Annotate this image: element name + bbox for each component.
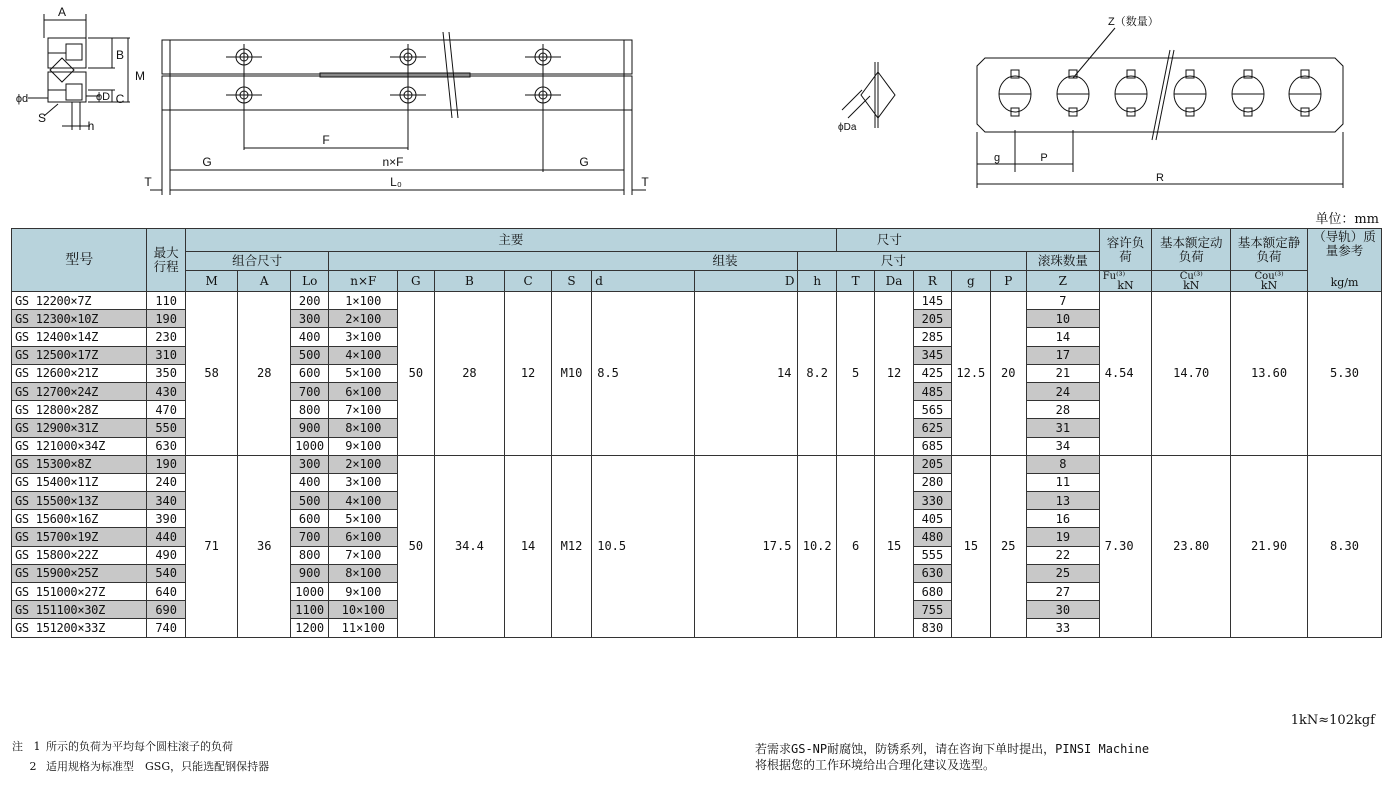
technical-drawings [0,0,1393,205]
cell-nF: 3×100 [329,473,398,491]
header-dim2: 尺寸 [798,251,1026,271]
cell-C: 14 [505,455,552,637]
cell-model: GS 12400×14Z [12,328,147,346]
cell-Z: 10 [1026,310,1099,328]
col-Z: Z [1026,271,1099,292]
cell-R: 755 [913,601,951,619]
cell-R: 565 [913,401,951,419]
cell-Lo: 700 [291,528,329,546]
cell-C: 12 [505,292,552,456]
col-P: P [990,271,1026,292]
col-d: d [592,271,695,292]
cell-model: GS 12900×31Z [12,419,147,437]
cell-nF: 8×100 [329,419,398,437]
header-cu-top: 基本额定动负荷 [1152,229,1231,271]
cell-Z: 14 [1026,328,1099,346]
cell-Lo: 1000 [291,437,329,455]
label-phi-D: ϕD [95,91,111,103]
cell-Lo: 900 [291,419,329,437]
cell-Z: 22 [1026,546,1099,564]
col-Da: Da [875,271,913,292]
cell-Lo: 1000 [291,583,329,601]
cell-Z: 21 [1026,364,1099,382]
cell-nF: 9×100 [329,437,398,455]
cell-R: 685 [913,437,951,455]
label-Z-count: Z（数量） [1108,16,1159,28]
cell-R: 345 [913,346,951,364]
cell-Z: 17 [1026,346,1099,364]
cell-Z: 19 [1026,528,1099,546]
header-model: 型号 [12,229,147,292]
cell-R: 425 [913,364,951,382]
cell-S: M10 [551,292,591,456]
cell-model: GS 12800×28Z [12,401,147,419]
label-S: S [37,111,47,125]
cell-stroke: 630 [147,437,185,455]
label-P: P [1040,152,1048,164]
cell-model: GS 15400×11Z [12,473,147,491]
cell-stroke: 230 [147,328,185,346]
cell-model: GS 151100×30Z [12,601,147,619]
cell-B: 34.4 [434,455,505,637]
col-Lo: Lo [291,271,329,292]
cell-nF: 10×100 [329,601,398,619]
cell-Lo: 700 [291,382,329,400]
cell-R: 405 [913,510,951,528]
label-M: M [135,69,145,83]
cell-nF: 6×100 [329,382,398,400]
col-D: D [695,271,798,292]
cell-G: 50 [398,292,434,456]
cell-model: GS 12600×21Z [12,364,147,382]
header-combo: 组合尺寸 [185,251,329,271]
cell-nF: 2×100 [329,455,398,473]
label-B: B [115,48,125,62]
note-label: 注 [12,740,23,753]
col-S: S [551,271,591,292]
label-G-right: G [579,155,589,169]
cell-R: 285 [913,328,951,346]
header-balls: 滚珠数量 [1026,251,1099,271]
cell-R: 485 [913,382,951,400]
footnote-2-number: 2 [29,760,37,773]
cell-Da: 12 [875,292,913,456]
col-G: G [398,271,434,292]
header-mass-top: （导轨）质量参考 kg/m [1307,229,1381,292]
cell-Cou: 13.60 [1231,292,1308,456]
cell-stroke: 640 [147,583,185,601]
cell-R: 280 [913,473,951,491]
cell-R: 680 [913,583,951,601]
cell-stroke: 310 [147,346,185,364]
cell-Z: 30 [1026,601,1099,619]
cell-stroke: 390 [147,510,185,528]
cell-Z: 28 [1026,401,1099,419]
cell-stroke: 350 [147,364,185,382]
label-C: C [115,92,125,106]
cell-T: 6 [836,455,874,637]
cell-model: GS 15800×22Z [12,546,147,564]
col-h: h [798,271,836,292]
col-cu: Cu⁽³⁾ kN [1152,271,1231,292]
spec-table [11,228,1382,638]
label-G-left: G [202,155,212,169]
cell-Z: 31 [1026,419,1099,437]
footnote-2 [12,757,269,777]
cell-stroke: 440 [147,528,185,546]
cell-R: 625 [913,419,951,437]
header-cou-top: 基本额定静负荷 [1231,229,1308,271]
footnote-1 [12,737,269,757]
cell-stroke: 550 [147,419,185,437]
label-h: h [87,119,95,133]
custom-series-note-line1: 若需求GS-NP耐腐蚀，防锈系列，请在咨询下单时提出，PINSI Machine [755,742,1150,756]
cell-stroke: 190 [147,310,185,328]
cell-model: GS 12300×10Z [12,310,147,328]
label-g: g [993,152,1001,164]
cell-D: 14 [695,292,798,456]
footnotes [12,737,269,777]
label-F: F [322,133,330,147]
cell-R: 205 [913,310,951,328]
cell-Lo: 300 [291,310,329,328]
cell-Lo: 400 [291,473,329,491]
cell-Lo: 900 [291,564,329,582]
col-C: C [505,271,552,292]
cell-Lo: 800 [291,546,329,564]
cell-model: GS 12200×7Z [12,292,147,310]
cell-Lo: 200 [291,292,329,310]
cell-Z: 27 [1026,583,1099,601]
col-M: M [185,271,238,292]
col-fu-label: Fu⁽³⁾ [1102,271,1126,283]
cell-Cou: 21.90 [1231,455,1308,637]
cell-R: 145 [913,292,951,310]
cell-model: GS 15900×25Z [12,564,147,582]
label-phi-d: ϕd [15,93,29,105]
cell-stroke: 740 [147,619,185,637]
col-fu [1099,271,1152,292]
cell-nF: 3×100 [329,328,398,346]
cell-Lo: 1200 [291,619,329,637]
label-phi-Da: ϕDa [838,122,857,133]
cell-Lo: 300 [291,455,329,473]
cell-M: 58 [185,292,238,456]
cell-Z: 7 [1026,292,1099,310]
cell-R: 830 [913,619,951,637]
header-dimension: 尺寸 [836,229,1099,252]
cell-S: M12 [551,455,591,637]
cell-model: GS 15500×13Z [12,492,147,510]
cell-nF: 4×100 [329,492,398,510]
cell-P: 25 [990,455,1026,637]
custom-series-note-line2: 将根据您的工作环境给出合理化建议及选型。 [755,758,996,772]
retainer-drawing [977,28,1343,188]
cell-stroke: 340 [147,492,185,510]
label-A: A [57,5,67,19]
cell-d: 8.5 [592,292,695,456]
cell-stroke: 430 [147,382,185,400]
col-g: g [952,271,990,292]
cell-model: GS 151000×27Z [12,583,147,601]
rail-assembly-drawing [150,32,646,195]
cell-h: 10.2 [798,455,836,637]
footnote-2-number-wrap [12,757,46,777]
conversion-note: 1kN≈102kgf [1290,713,1375,728]
cell-Lo: 500 [291,492,329,510]
footnote-1-number: 1 [33,740,41,753]
cell-Z: 24 [1026,382,1099,400]
table-row [12,292,1382,310]
cell-G: 50 [398,455,434,637]
cell-nF: 5×100 [329,510,398,528]
cell-nF: 5×100 [329,364,398,382]
cell-Fu: 7.30 [1099,455,1152,637]
cell-stroke: 540 [147,564,185,582]
cell-stroke: 690 [147,601,185,619]
cell-g: 15 [952,455,990,637]
cell-nF: 8×100 [329,564,398,582]
table-row [12,455,1382,473]
cell-mass: 8.30 [1307,455,1381,637]
cell-Lo: 1100 [291,601,329,619]
col-nF: n×F [329,271,398,292]
cell-model: GS 15700×19Z [12,528,147,546]
unit-cell: kN [1183,279,1200,292]
roller-detail-drawing [842,62,895,128]
col-A: A [238,271,291,292]
cell-model: GS 12700×24Z [12,382,147,400]
cell-model: GS 12500×17Z [12,346,147,364]
cell-Cu: 14.70 [1152,292,1231,456]
cell-R: 555 [913,546,951,564]
cell-A: 36 [238,455,291,637]
cell-nF: 4×100 [329,346,398,364]
header-assembly: 组装 [329,251,798,271]
footnote-label [12,737,46,757]
cell-stroke: 240 [147,473,185,491]
cell-stroke: 470 [147,401,185,419]
cell-model: GS 15300×8Z [12,455,147,473]
col-B: B [434,271,505,292]
cell-nF: 9×100 [329,583,398,601]
cell-Z: 34 [1026,437,1099,455]
col-cou: Cou⁽³⁾ kN [1231,271,1308,292]
cell-Lo: 600 [291,510,329,528]
cell-nF: 11×100 [329,619,398,637]
cell-nF: 6×100 [329,528,398,546]
col-R: R [913,271,951,292]
cell-nF: 1×100 [329,292,398,310]
cell-h: 8.2 [798,292,836,456]
cell-R: 480 [913,528,951,546]
cell-stroke: 190 [147,455,185,473]
spec-table-body [12,292,1382,638]
unit-cell: kN [1260,279,1278,292]
cell-R: 330 [913,492,951,510]
cell-P: 20 [990,292,1026,456]
cell-B: 28 [434,292,505,456]
unit-label: 单位：mm [1315,212,1379,227]
cell-nF: 7×100 [329,401,398,419]
cell-Cu: 23.80 [1152,455,1231,637]
label-R: R [1156,172,1164,184]
header-fu-top: 容许负荷 [1099,229,1152,271]
header-main: 主要 [185,229,836,252]
cell-Fu: 4.54 [1099,292,1152,456]
cell-model: GS 121000×34Z [12,437,147,455]
unit-mass: kg/m [1330,276,1359,289]
cell-Z: 11 [1026,473,1099,491]
cell-Z: 13 [1026,492,1099,510]
cell-nF: 2×100 [329,310,398,328]
cell-M: 71 [185,455,238,637]
cell-Lo: 500 [291,346,329,364]
cell-Z: 25 [1026,564,1099,582]
cell-R: 205 [913,455,951,473]
label-Lo: L₀ [390,175,402,189]
cell-Z: 16 [1026,510,1099,528]
cell-Da: 15 [875,455,913,637]
footnote-2-text: 适用规格为标准型 GSG，只能选配钢保持器 [46,760,270,773]
cell-R: 630 [913,564,951,582]
cell-D: 17.5 [695,455,798,637]
cell-mass: 5.30 [1307,292,1381,456]
cell-Lo: 800 [291,401,329,419]
cell-d: 10.5 [592,455,695,637]
label-nF: n×F [382,155,404,169]
cell-A: 28 [238,292,291,456]
cell-stroke: 490 [147,546,185,564]
footnote-1-text: 所示的负荷为平均每个圆柱滚子的负荷 [46,740,233,753]
cell-stroke: 110 [147,292,185,310]
cell-Lo: 400 [291,328,329,346]
cell-model: GS 151200×33Z [12,619,147,637]
cell-Lo: 600 [291,364,329,382]
cell-Z: 33 [1026,619,1099,637]
cell-Z: 8 [1026,455,1099,473]
custom-series-note [755,741,1149,773]
unit-cell: kN [1117,279,1134,292]
cell-model: GS 15600×16Z [12,510,147,528]
label-T-left: T [144,175,152,189]
cell-g: 12.5 [952,292,990,456]
cell-nF: 7×100 [329,546,398,564]
col-T: T [836,271,874,292]
cell-T: 5 [836,292,874,456]
header-stroke: 最大行程 [147,229,185,292]
label-T-right: T [641,175,649,189]
